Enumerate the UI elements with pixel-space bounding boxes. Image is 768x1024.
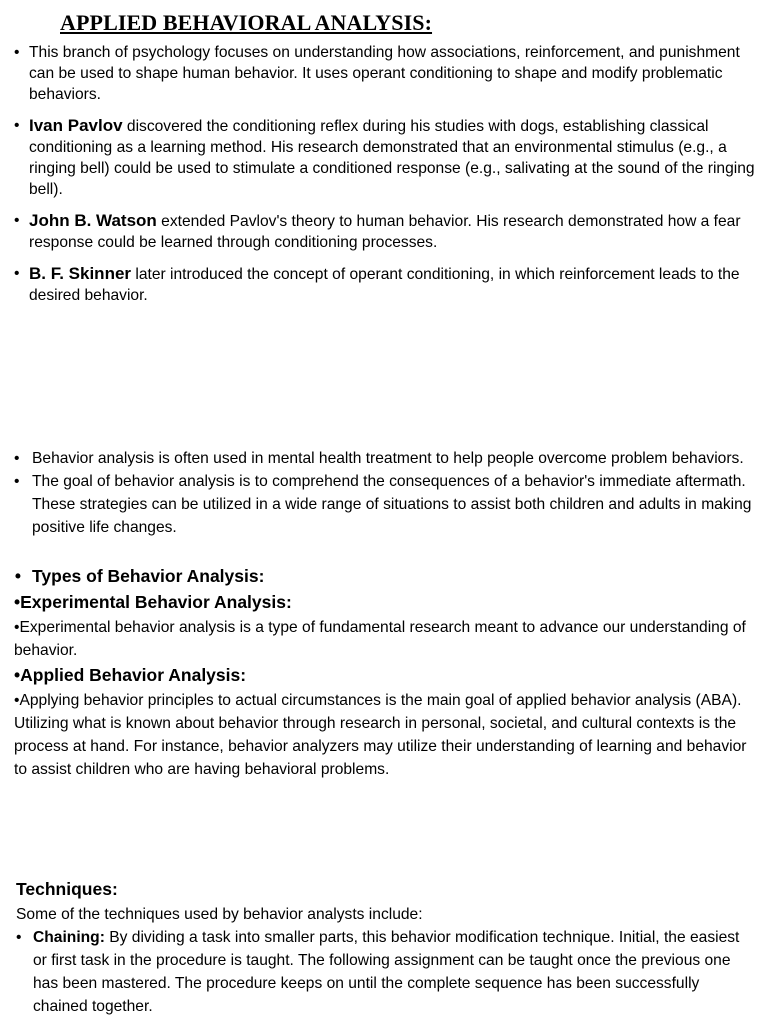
experimental-heading: •Experimental Behavior Analysis: — [14, 592, 292, 612]
experimental-body: •Experimental behavior analysis is a type of fundamental research meant to advance our understanding of behavior. — [14, 619, 746, 659]
history-item-text: extended Pavlov's theory to human behavior. His research demonstrated how a fear response could be learned through conditioning processes. — [29, 213, 741, 251]
overview-list — [10, 447, 755, 539]
history-item-watson — [10, 210, 755, 253]
bullet-glyph: • — [10, 566, 21, 586]
history-item-text: This branch of psychology focuses on understanding how associations, reinforcement, and punishment can be used to shape human behavior. It uses operant conditioning to shape and modify problematic behaviors. — [29, 44, 740, 103]
types-heading-text: Types of Behavior Analysis: — [32, 566, 265, 586]
applied-body: •Applying behavior principles to actual circumstances is the main goal of applied behavior analysis (ABA). Utilizing what is known about behavior through research in personal, societal, and cultural contexts is the process at hand. For instance, behavior analyzers may utilize their understanding of learning and behavior to assist children who are having behavioral problems. — [14, 692, 747, 778]
types-heading — [10, 564, 264, 588]
applied-heading: •Applied Behavior Analysis: — [14, 665, 247, 685]
techniques-list — [14, 926, 756, 1018]
techniques-intro: Some of the techniques used by behavior analysts include: — [16, 906, 423, 923]
technique-term: Chaining: — [33, 929, 105, 946]
history-item-name: Ivan Pavlov — [29, 116, 123, 135]
history-item-name: B. F. Skinner — [29, 264, 132, 283]
techniques-heading: Techniques: — [16, 879, 118, 899]
history-item-text: later introduced the concept of operant conditioning, in which reinforcement leads to the desired behavior. — [29, 266, 740, 304]
history-item-name: John B. Watson — [29, 211, 157, 230]
technique-item-chaining — [14, 926, 756, 1018]
history-item-text: discovered the conditioning reflex during his studies with dogs, establishing classical conditioning as a learning method. His research demonstrated that an environmental stimulus (e.g., a ringing bell) could be used to stimulate a conditioned response (e.g., salivating at the sound of the ringing bell). — [29, 118, 755, 198]
history-item-skinner — [10, 263, 755, 306]
history-item-intro — [10, 42, 755, 105]
history-list — [10, 42, 755, 316]
overview-item: • The goal of behavior analysis is to comprehend the consequences of a behavior's immediate aftermath. These strategies can be utilized in a wide range of situations to assist both children and adults in making positive life changes. — [10, 470, 755, 539]
page-title: APPLIED BEHAVIORAL ANALYSIS: — [60, 10, 433, 35]
history-item-pavlov — [10, 115, 755, 200]
technique-text: By dividing a task into smaller parts, this behavior modification technique. Initial, the easiest or first task in the procedure is taught. The following assignment can be taught once the previous one has been mastered. The procedure keeps on until the complete sequence has been successfully chained together. — [33, 929, 740, 1015]
overview-item: • Behavior analysis is often used in mental health treatment to help people overcome problem behaviors. — [10, 447, 755, 470]
